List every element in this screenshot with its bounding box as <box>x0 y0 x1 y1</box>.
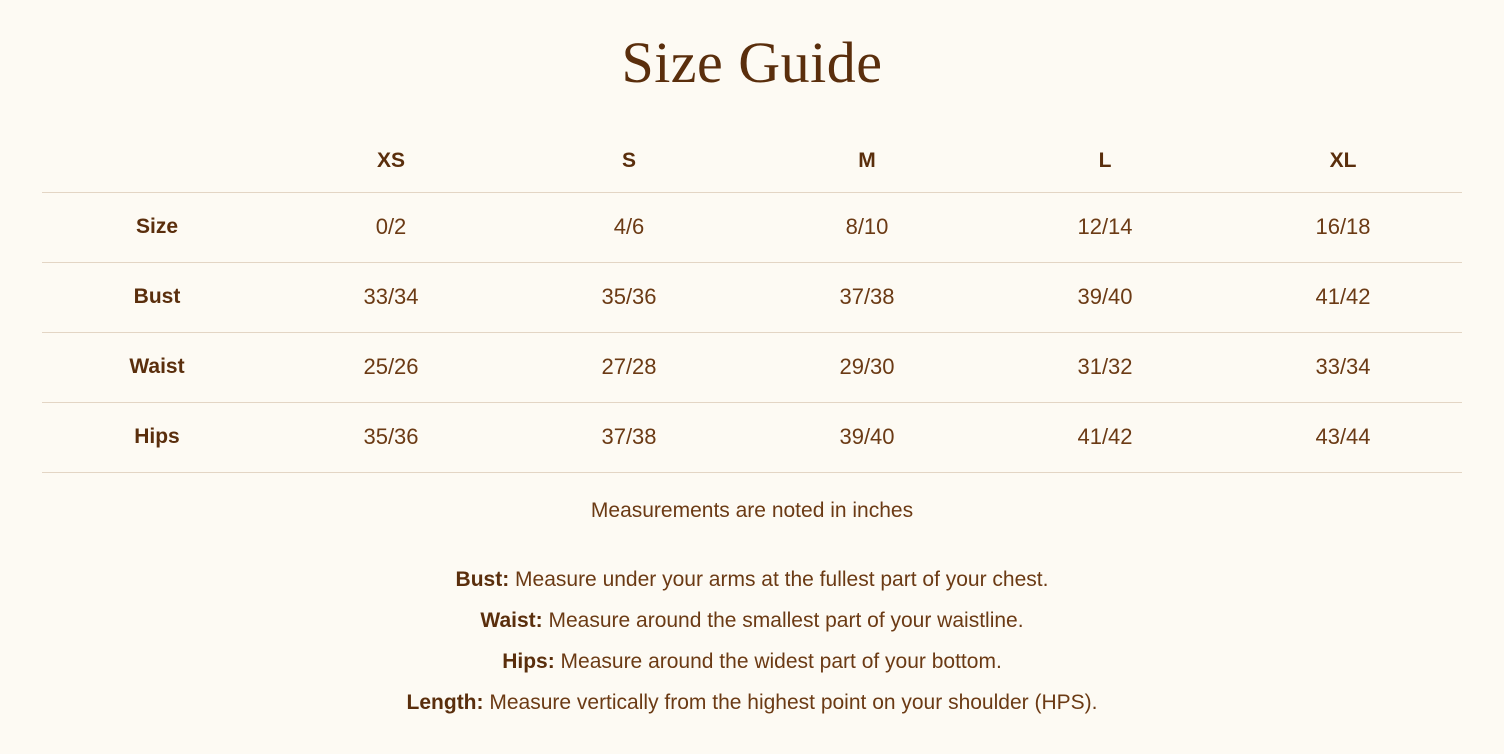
table-row <box>42 402 1462 472</box>
measurement-instructions <box>0 523 1504 723</box>
instruction-text-length: Measure vertically from the highest point on your shoulder (HPS). <box>483 690 1098 714</box>
cell-bust-xs: 33/34 <box>363 284 419 310</box>
row-label-bust: Bust <box>133 285 181 309</box>
instruction-text-hips: Measure around the widest part of your bottom. <box>554 649 1002 673</box>
cell-hips-xl: 43/44 <box>1315 424 1371 450</box>
cell-hips-m: 39/40 <box>839 424 895 450</box>
cell-bust-s: 35/36 <box>601 284 657 310</box>
column-header-l: L <box>1098 148 1112 172</box>
units-note: Measurements are noted in inches <box>590 498 914 522</box>
instruction-text-bust: Measure under your arms at the fullest part of your chest. <box>509 567 1049 591</box>
cell-size-s: 4/6 <box>613 214 645 240</box>
table-header-row <box>42 130 1462 193</box>
table-row <box>42 332 1462 402</box>
cell-hips-l: 41/42 <box>1077 424 1133 450</box>
cell-bust-m: 37/38 <box>839 284 895 310</box>
cell-size-xs: 0/2 <box>375 214 407 240</box>
cell-waist-l: 31/32 <box>1077 354 1133 380</box>
instruction-text-waist: Measure around the smallest part of your waistline. <box>542 608 1024 632</box>
instruction-waist <box>0 600 1504 641</box>
instruction-bust <box>0 559 1504 600</box>
row-label-hips: Hips <box>134 425 180 449</box>
row-label-size: Size <box>135 215 179 239</box>
cell-bust-xl: 41/42 <box>1315 284 1371 310</box>
cell-waist-m: 29/30 <box>839 354 895 380</box>
size-table-container <box>42 98 1462 473</box>
instruction-term-waist: Waist: <box>480 608 543 632</box>
table-body <box>42 192 1462 472</box>
cell-size-xl: 16/18 <box>1315 214 1371 240</box>
page-title: Size Guide <box>621 30 883 95</box>
cell-size-l: 12/14 <box>1077 214 1133 240</box>
instruction-hips <box>0 641 1504 682</box>
cell-waist-xs: 25/26 <box>363 354 419 380</box>
table-corner-cell <box>42 130 272 193</box>
column-header-xl: XL <box>1329 148 1357 172</box>
cell-hips-xs: 35/36 <box>363 424 419 450</box>
instruction-length <box>0 682 1504 723</box>
table-row <box>42 192 1462 262</box>
column-header-xs: XS <box>376 148 405 172</box>
cell-bust-l: 39/40 <box>1077 284 1133 310</box>
table-row <box>42 262 1462 332</box>
cell-waist-s: 27/28 <box>601 354 657 380</box>
row-label-waist: Waist <box>129 355 185 379</box>
cell-hips-s: 37/38 <box>601 424 657 450</box>
table-header <box>42 130 1462 193</box>
instruction-term-hips: Hips: <box>502 649 555 673</box>
column-header-s: S <box>621 148 636 172</box>
column-header-m: M <box>858 148 876 172</box>
instruction-term-bust: Bust: <box>455 567 510 591</box>
cell-size-m: 8/10 <box>845 214 889 240</box>
size-chart-table <box>42 130 1462 473</box>
instruction-term-length: Length: <box>406 690 484 714</box>
cell-waist-xl: 33/34 <box>1315 354 1371 380</box>
